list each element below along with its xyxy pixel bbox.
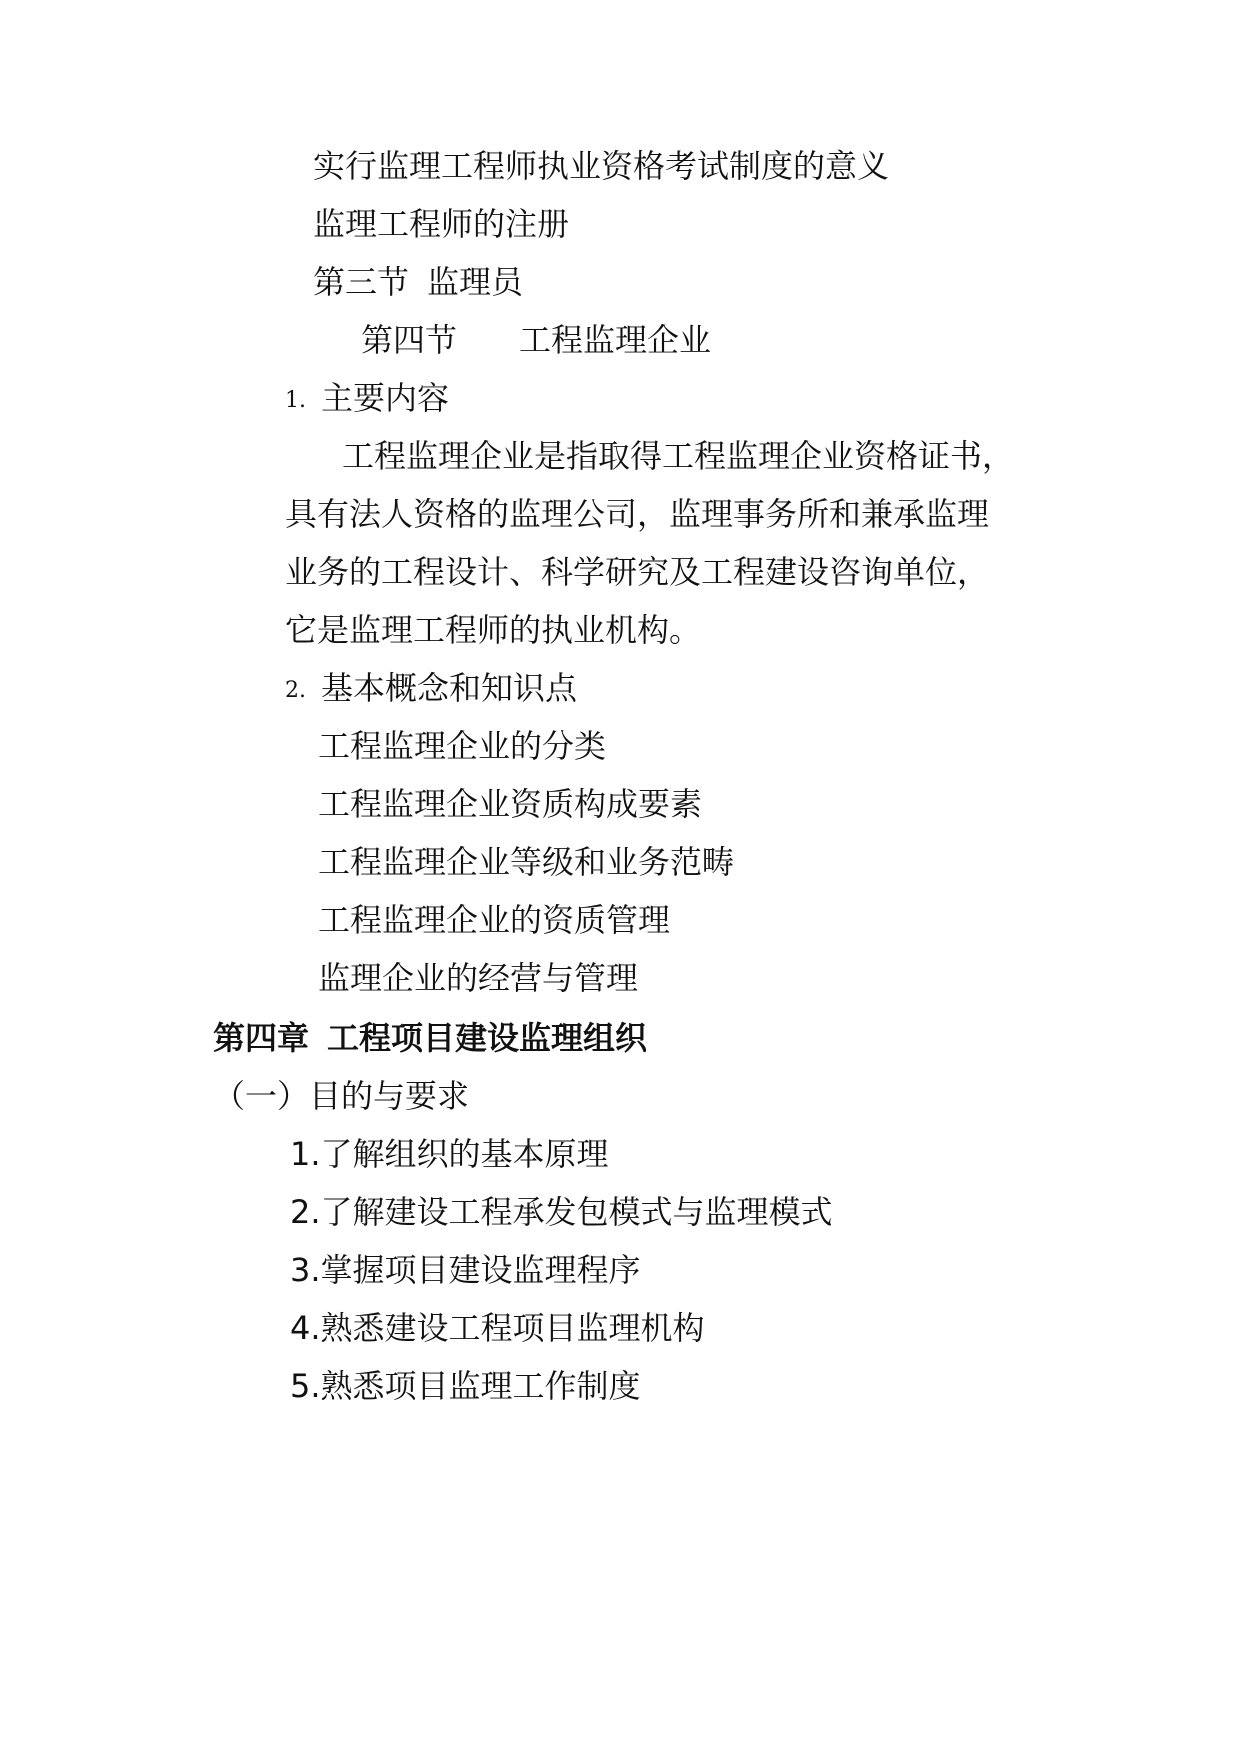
concept-item: 监理企业的经营与管理 [318,959,639,997]
list-item-text: 主要内容 [321,379,450,417]
concept-item: 工程监理企业等级和业务范畴 [318,843,735,881]
list-item-main-content [285,378,449,421]
goal-item: 3.掌握项目建设监理程序 [290,1251,641,1289]
goal-item: 5.熟悉项目监理工作制度 [290,1367,641,1405]
section-3-label: 第三节 [313,263,410,301]
list-number: 1. [285,388,306,413]
text-line-registration: 监理工程师的注册 [313,205,570,243]
concept-item: 工程监理企业的分类 [318,727,607,765]
goal-item: 1.了解组织的基本原理 [290,1135,609,1173]
list-item-concepts [285,668,577,711]
goal-item: 4.熟悉建设工程项目监理机构 [290,1309,705,1347]
goals-heading: （一）目的与要求 [213,1077,470,1115]
section-4-label: 第四节 [361,321,458,359]
concept-item: 工程监理企业资质构成要素 [318,785,703,823]
list-item-text: 基本概念和知识点 [321,669,578,707]
chapter-heading [213,1018,647,1058]
section-heading-3 [313,262,523,302]
paragraph-line-3: 业务的工程设计、科学研究及工程建设咨询单位， [285,553,990,591]
paragraph-line-2: 具有法人资格的监理公司，监理事务所和兼承监理 [285,495,990,533]
section-heading-4 [361,320,711,360]
goal-item: 2.了解建设工程承发包模式与监理模式 [290,1193,833,1231]
concept-item: 工程监理企业的资质管理 [318,901,671,939]
section-4-title: 工程监理企业 [519,321,712,359]
chapter-title: 工程项目建设监理组织 [327,1019,648,1057]
paragraph-line-1: 工程监理企业是指取得工程监理企业资格证书， [342,437,1015,475]
chapter-label: 第四章 [213,1019,310,1057]
text-line-exam-significance: 实行监理工程师执业资格考试制度的意义 [313,147,890,185]
paragraph-line-4: 它是监理工程师的执业机构。 [285,611,702,649]
section-3-title: 监理员 [427,263,524,301]
list-number: 2. [285,678,306,703]
